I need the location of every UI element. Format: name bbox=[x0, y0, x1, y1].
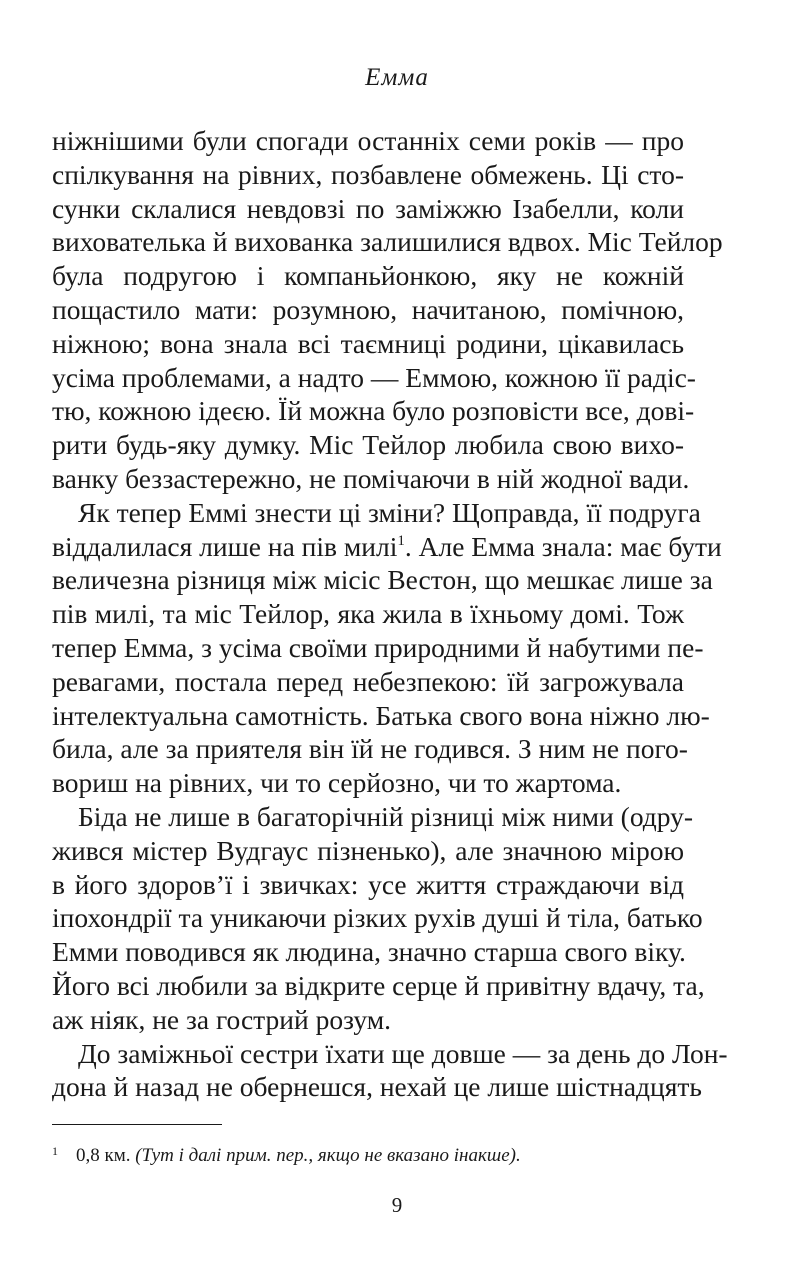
body-text bbox=[52, 124, 728, 1104]
text-line: Його всі любили за відкрите серце й привітну вдачу, та, bbox=[52, 969, 705, 1001]
text-line: рити будь-яку думку. Міс Тейлор любила свою вихо- bbox=[52, 429, 684, 461]
footnote bbox=[52, 1138, 684, 1169]
text-line: дона й назад не обернешся, нехай це лише шістнадцять bbox=[52, 1071, 702, 1103]
text-line: спілкування на рівних, позбавлене обмежень. Ці сто- bbox=[52, 158, 684, 190]
text-line: вихователька й вихованка залишилися вдвох. Міс Тейлор bbox=[52, 226, 723, 258]
footnote-divider bbox=[52, 1124, 222, 1125]
text-line: сунки склалися невдовзі по заміжжю Ізабелли, коли bbox=[52, 192, 684, 224]
text-line: била, але за приятеля він їй не годився. З ним не пого- bbox=[52, 733, 688, 765]
text-line: пів милі, та міс Тейлор, яка жила в їхньому домі. Тож bbox=[52, 598, 684, 630]
footnote-text: 0,8 км. bbox=[76, 1145, 136, 1166]
text-line: величезна різниця між місіс Вестон, що мешкає лише за bbox=[52, 564, 713, 596]
text-line: вориш на рівних, чи то серйозно, чи то жартома. bbox=[52, 767, 622, 799]
text-line: ніжнішими були спогади останніх семи років — про bbox=[52, 125, 684, 156]
text-fragment: віддалилася лише на пів милі bbox=[52, 530, 398, 562]
text-line: була подругою і компаньйонкою, яку не кожній bbox=[52, 260, 684, 292]
text-line: Емми поводився як людина, значно старша свого віку. bbox=[52, 936, 686, 968]
footnote-mark: 1 bbox=[52, 1144, 58, 1158]
text-line-with-footnote bbox=[52, 530, 722, 564]
running-head: Емма bbox=[365, 64, 429, 91]
text-line: інтелектуальна самотність. Батька свого вона ніжно лю- bbox=[52, 699, 710, 731]
text-line: аж ніяк, не за гострий розум. bbox=[52, 1003, 392, 1035]
text-line: жився містер Вудгаус пізненько), але значною мірою bbox=[52, 834, 684, 866]
text-line: тю, кожною ідеєю. Їй можна було розповісти все, дові- bbox=[52, 395, 695, 427]
footnote-note: (Тут і далі прим. пер., якщо не вказано інакше). bbox=[135, 1145, 521, 1166]
text-line: усіма проблемами, а надто — Еммою, кожною її радіс- bbox=[52, 361, 696, 393]
text-line: в його здоров’ї і звичках: усе життя страждаючи від bbox=[52, 868, 684, 900]
text-line: іпохондрії та уникаючи різких рухів душі й тіла, батько bbox=[52, 902, 703, 934]
text-line: пощастило мати: розумною, начитаною, помічною, bbox=[52, 293, 684, 325]
text-line: ванку беззастережно, не помічаючи в ній жодної вади. bbox=[52, 462, 690, 494]
page-number: 9 bbox=[391, 1193, 403, 1217]
text-line: ніжною; вона знала всі таємниці родини, цікавилась bbox=[52, 327, 684, 359]
text-line: Біда не лише в багаторічній різниці між ними (одру- bbox=[78, 800, 694, 832]
footnote-reference: 1 bbox=[397, 532, 405, 549]
text-line: ревагами, постала перед небезпекою: їй загрожувала bbox=[52, 665, 684, 697]
text-line: До заміжньої сестри їхати ще довше — за день до Лон- bbox=[78, 1037, 728, 1069]
text-line: тепер Емма, з усіма своїми природними й набутими пе- bbox=[52, 631, 704, 663]
text-line: Як тепер Еммі знести ці зміни? Щоправда, її подруга bbox=[78, 496, 701, 528]
text-fragment: . Але Емма знала: має бути bbox=[404, 530, 722, 562]
